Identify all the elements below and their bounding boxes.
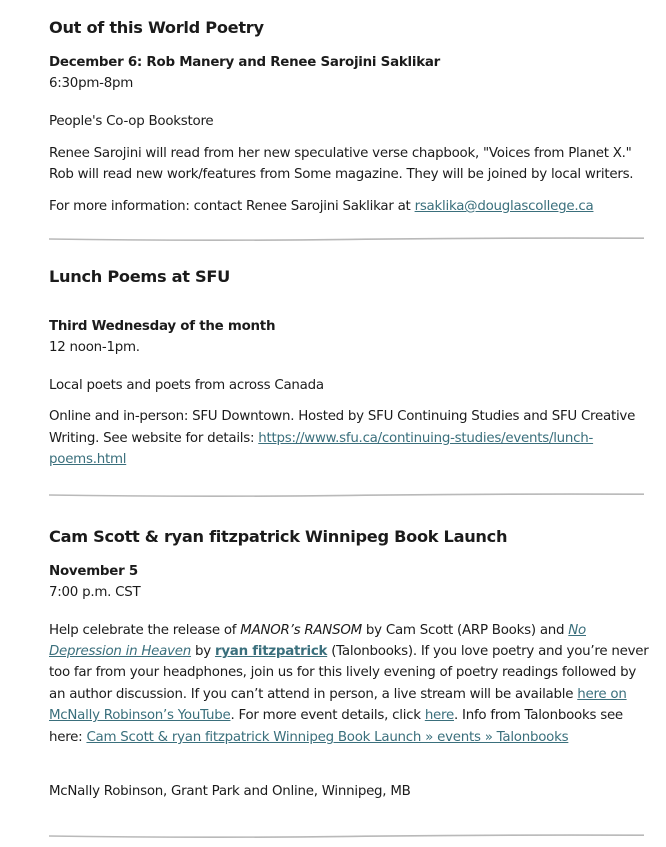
sfu-website-link-continued[interactable]: poems.html [49,452,127,467]
event-contact [49,196,593,217]
contact-email-link[interactable]: rsaklika@douglascollege.ca [414,199,594,214]
event-description-line: Online and in-person: SFU Downtown. Hosted by SFU Continuing Studies and SFU Creative [49,409,636,424]
event-time: 7:00 p.m. CST [49,585,141,600]
talonbooks-link[interactable]: Cam Scott & ryan fitzpatrick Winnipeg Book Launch » events » Talonbooks [86,730,569,745]
description-text: by Cam Scott (ARP Books) and [361,623,569,638]
description-text: by [191,644,215,659]
description-text: Help celebrate the release of [49,623,241,638]
event-description-line [49,684,627,705]
event-time: 12 noon-1pm. [49,340,140,355]
details-link[interactable]: here [424,708,454,723]
event-title: Lunch Poems at SFU [49,267,230,286]
description-text: Writing. See website for details: [49,431,259,446]
description-text: . Info from Talonbooks see [454,708,623,723]
description-text: an author discussion. If you can’t attend in person, a live stream will be available [49,687,578,702]
event-description-line [49,449,126,470]
youtube-link[interactable]: here on [577,687,627,702]
author-link[interactable]: ryan fitzpatrick [214,644,328,659]
contact-text: For more information: contact Renee Sarojini Saklikar at [49,199,415,214]
event-title: Cam Scott & ryan fitzpatrick Winnipeg Book Launch [49,527,508,546]
event-location: People's Co-op Bookstore [49,114,214,129]
event-date: Third Wednesday of the month [49,319,276,334]
event-date: December 6: Rob Manery and Renee Sarojini Saklikar [49,55,440,70]
book-title: MANOR’s RANSOM [240,623,362,638]
event-title: Out of this World Poetry [49,18,264,37]
event-location: McNally Robinson, Grant Park and Online, Winnipeg, MB [49,784,411,799]
event-description-line [49,705,623,726]
event-description-line [49,641,649,662]
event-time: 6:30pm-8pm [49,76,134,91]
book-link-continued[interactable]: Depression in Heaven [49,644,192,659]
description-text: (Talonbooks). If you love poetry and you’re never [327,644,649,659]
event-description-line: Renee Sarojini will read from her new speculative verse chapbook, "Voices from Planet X." [49,146,632,161]
sfu-website-link[interactable]: https://www.sfu.ca/continuing-studies/events/lunch- [258,431,594,446]
description-text: here: [49,730,87,745]
section-divider [49,236,644,242]
event-audience: Local poets and poets from across Canada [49,378,324,393]
event-description-line: Rob will read new work/features from Some magazine. They will be joined by local writers. [49,167,634,182]
section-divider [49,833,644,839]
section-divider [49,492,644,498]
event-description-line: too far from your headphones, join us for this lively evening of poetry readings followed by [49,665,637,680]
youtube-link-continued[interactable]: McNally Robinson’s YouTube [49,708,231,723]
event-description-line [49,727,568,748]
event-description-line [49,428,593,449]
book-link[interactable]: No [568,623,586,638]
event-description-line [49,620,586,641]
description-text: . For more event details, click [230,708,425,723]
event-date: November 5 [49,564,138,579]
